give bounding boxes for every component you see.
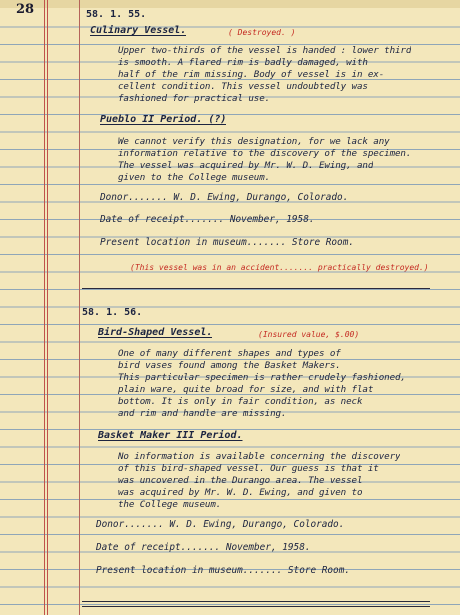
- entry-divider: [82, 601, 430, 602]
- period-text-line: was acquired by Mr. W. D. Ewing, and given to: [118, 487, 363, 498]
- period-text-line: information relative to the discovery of the specimen.: [118, 148, 412, 159]
- present-location-line: Present location in museum....... Store Room.: [96, 565, 350, 576]
- margin-line: [44, 0, 45, 615]
- description-line: half of the rim missing. Body of vessel is in ex-: [118, 69, 385, 80]
- description-line: One of many different shapes and types of: [118, 348, 341, 359]
- entry-divider: [82, 606, 430, 607]
- description-line: bird vases found among the Basket Makers.: [118, 360, 341, 371]
- period-text-line: of this bird-shaped vessel. Our guess is that it: [118, 463, 379, 474]
- date-of-receipt-line: Date of receipt....... November, 1958.: [96, 542, 311, 553]
- catalog-number: 58. 1. 56.: [82, 307, 143, 318]
- period-heading: Pueblo II Period. (?): [100, 114, 227, 125]
- period-text-line: given to the College museum.: [118, 172, 271, 183]
- entry-title: Culinary Vessel.: [90, 25, 187, 36]
- donor-line: Donor....... W. D. Ewing, Durango, Colorado.: [96, 519, 345, 530]
- period-heading: Basket Maker III Period.: [98, 430, 243, 441]
- entry-title-note: (Insured value, $.00): [258, 330, 360, 339]
- entry-title: Bird-Shaped Vessel.: [98, 327, 213, 338]
- description-line: bottom. It is only in fair condition, as neck: [118, 396, 363, 407]
- description-line: Upper two-thirds of the vessel is handed : lower third: [118, 45, 412, 56]
- description-line: is smooth. A flared rim is badly damaged, with: [118, 57, 368, 68]
- catalog-number: 58. 1. 55.: [86, 9, 147, 20]
- period-text-line: No information is available concerning the discovery: [118, 451, 401, 462]
- period-text-line: We cannot verify this designation, for we lack any: [118, 136, 390, 147]
- page-number: 28: [16, 2, 35, 17]
- description-line: plain ware, quite broad for size, and with flat: [118, 384, 374, 395]
- page-top-edge: [0, 0, 460, 8]
- period-text-line: The vessel was acquired by Mr. W. D. Ewing, and: [118, 160, 374, 171]
- accident-footnote: (This vessel was in an accident....... practically destroyed.): [130, 263, 429, 272]
- description-line: cellent condition. This vessel undoubtedly was: [118, 81, 368, 92]
- date-of-receipt-line: Date of receipt....... November, 1958.: [100, 214, 315, 225]
- period-text-line: the College museum.: [118, 499, 222, 510]
- margin-line: [47, 0, 48, 615]
- present-location-line: Present location in museum....... Store Room.: [100, 237, 354, 248]
- entry-divider: [82, 288, 430, 289]
- description-line: and rim and handle are missing.: [118, 408, 287, 419]
- period-text-line: was uncovered in the Durango area. The vessel: [118, 475, 363, 486]
- margin-line: [79, 0, 80, 615]
- description-line: fashioned for practical use.: [118, 93, 271, 104]
- entry-title-note: ( Destroyed. ): [228, 28, 296, 37]
- description-line: This particular specimen is rather crudely fashioned,: [118, 372, 406, 383]
- donor-line: Donor....... W. D. Ewing, Durango, Colorado.: [100, 192, 349, 203]
